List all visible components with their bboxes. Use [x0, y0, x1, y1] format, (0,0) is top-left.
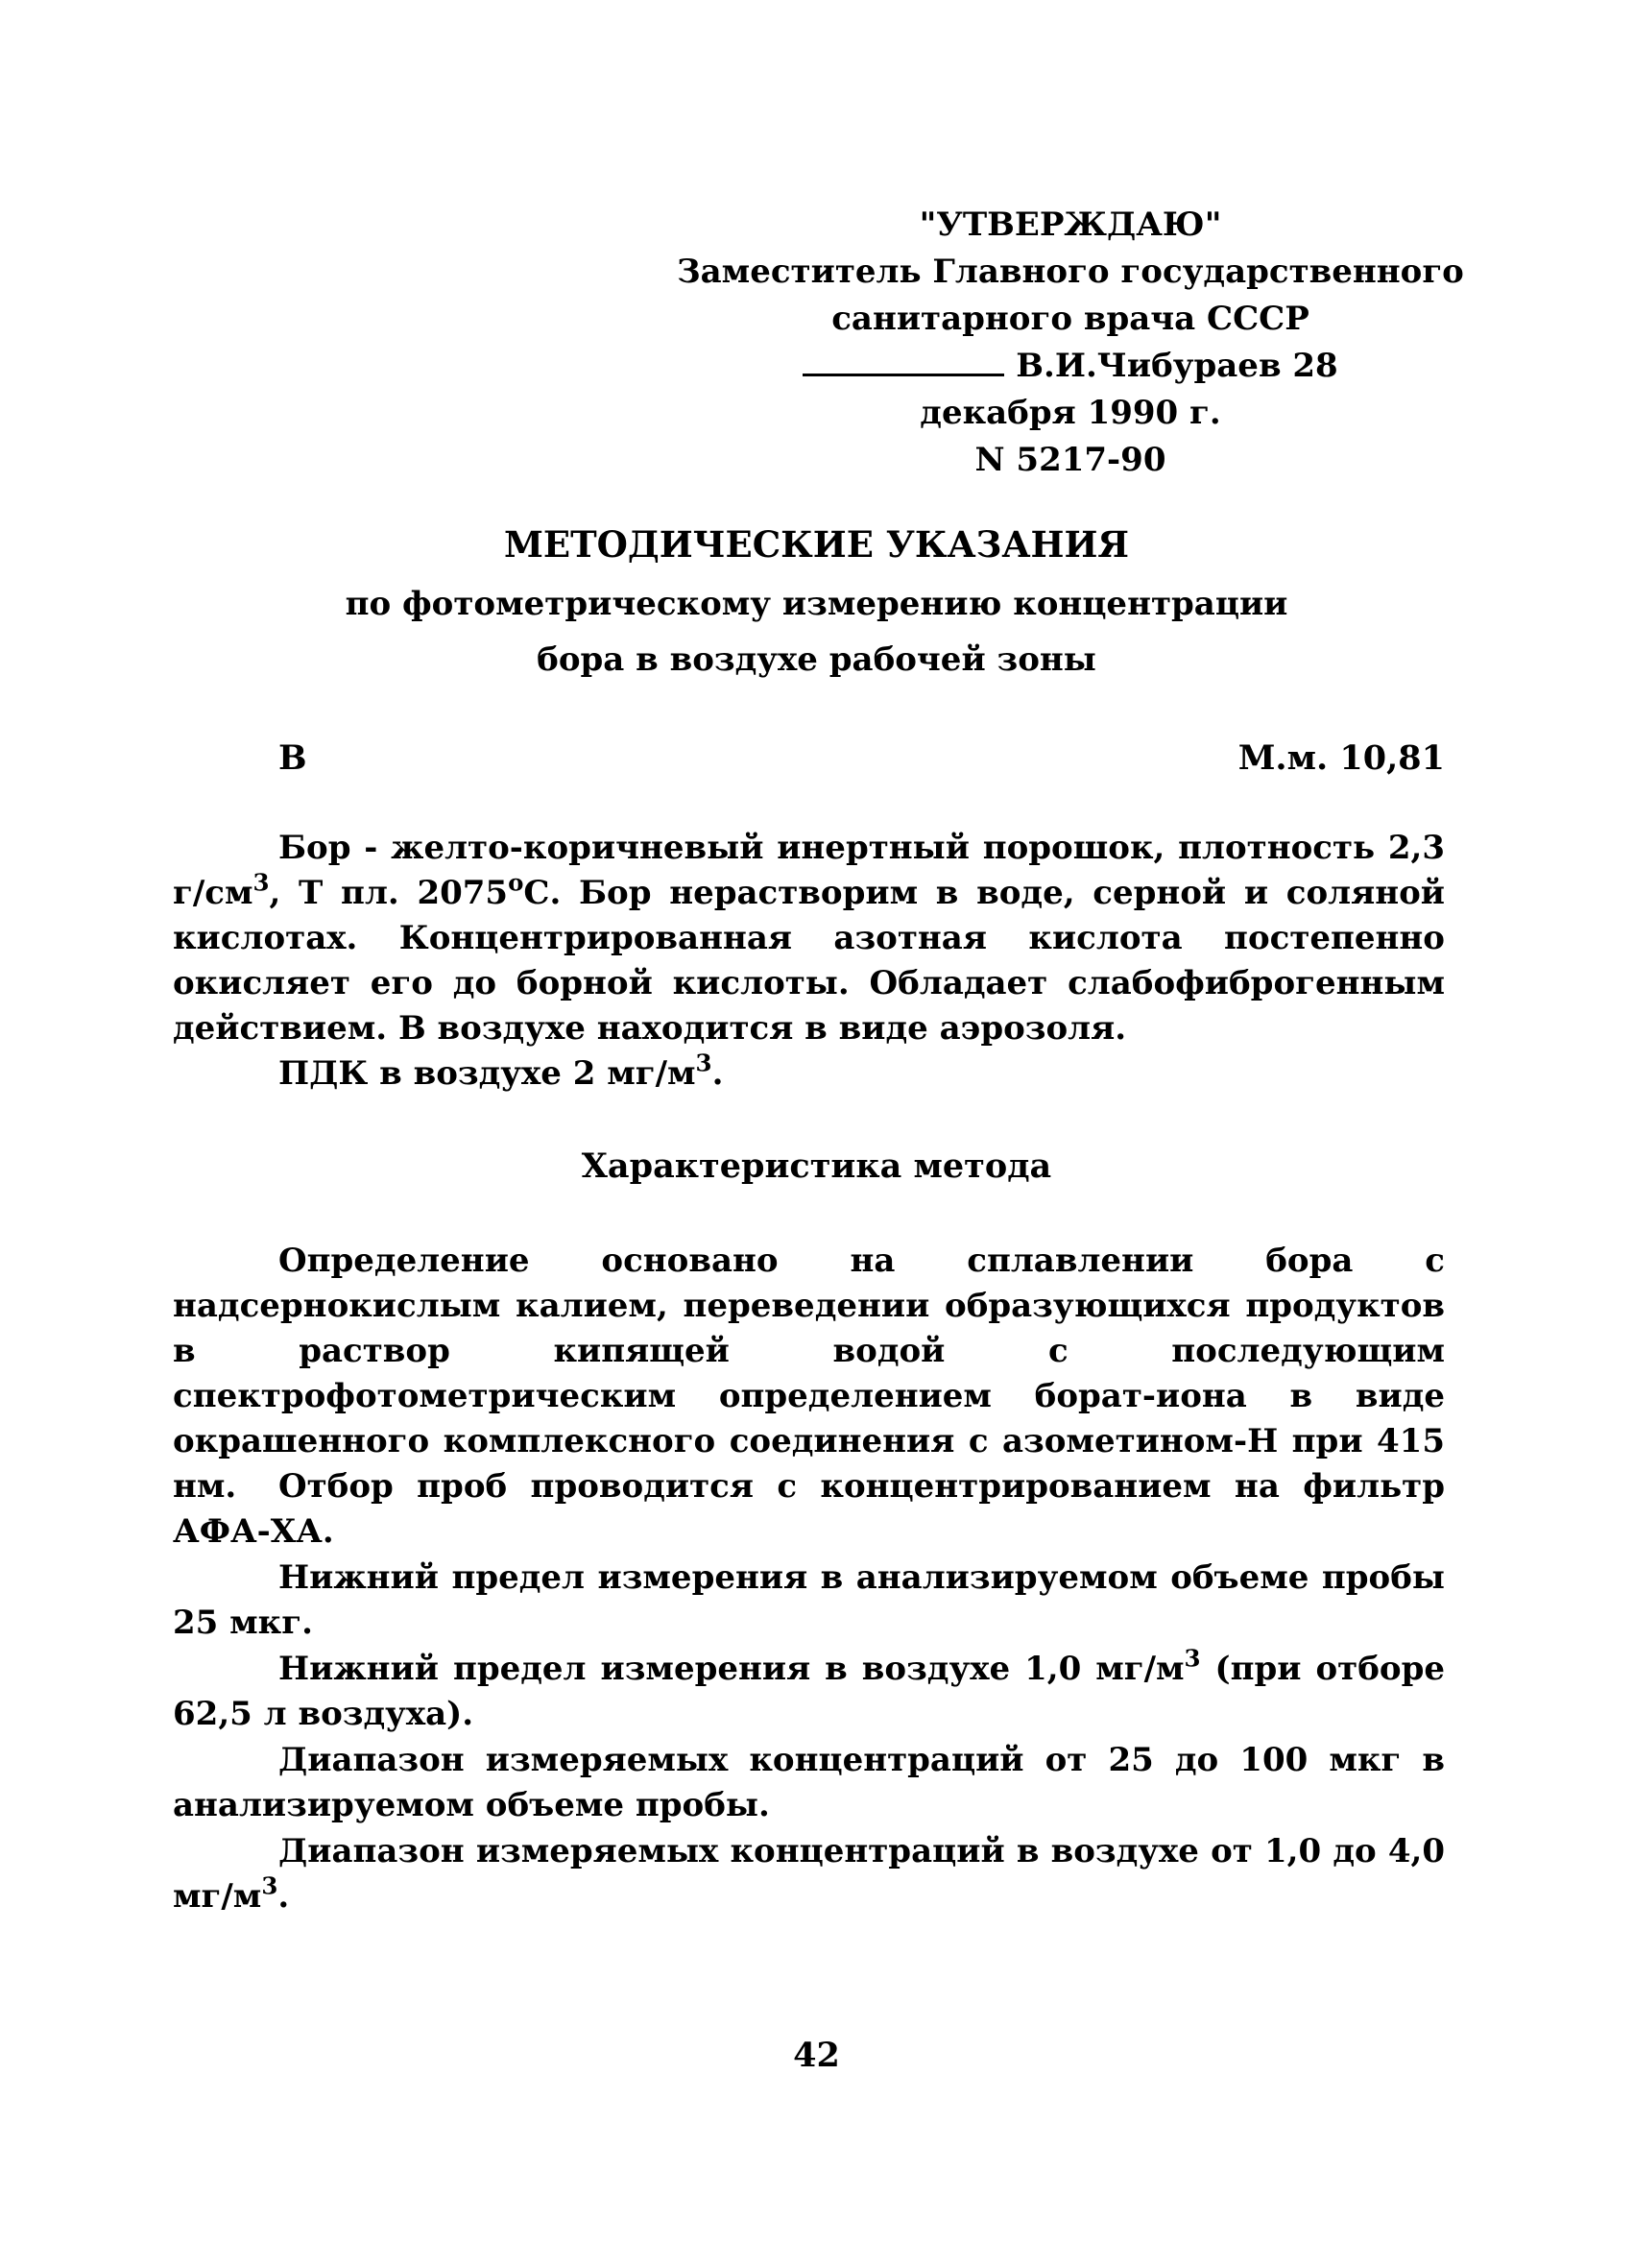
page-number: 42 [793, 2036, 840, 2075]
intro-p1-text-c: С. Бор нерастворим в воде, серной и соляной кислотах. Концентрированная азотная кислота постепенно окисляет его до борной кислоты. Обладает слабофиброгенным действием. В воздухе находится в виде аэрозоля. [173, 874, 1445, 1048]
method-paragraph-6 [173, 1829, 1445, 1919]
intro-p2-sup: 3 [695, 1049, 712, 1077]
intro-p2-text-b: . [711, 1054, 724, 1093]
intro-p1-sup-1: 3 [252, 868, 270, 897]
section-heading: Характеристика метода [581, 1146, 1052, 1186]
approval-number: N 5217-90 [974, 441, 1166, 479]
method-paragraph-1: Определение основано на сплавлении бора с надсернокислым калием, переведении образующихся продуктов в раствор кипящей водой с последующим спектрофотометрическим определением борат-иона в виде окрашенного комплексного соединения с азометином-Н при 415 нм. [173, 1242, 1445, 1506]
document-subtitle-line1: по фотометрическому измерению концентрации [345, 585, 1288, 623]
approval-date: декабря 1990 г. [920, 394, 1221, 432]
method-p6-text-b: . [277, 1877, 290, 1916]
method-paragraph-2: Отбор проб проводится с концентрированием на фильтр АФА-ХА. [173, 1467, 1445, 1551]
method-paragraph-4 [173, 1644, 1445, 1737]
method-p4-text-a: Нижний предел измерения в воздухе 1,0 мг/м [278, 1650, 1185, 1688]
method-paragraph-3: Нижний предел измерения в анализируемом объеме пробы 25 мкг. [173, 1558, 1445, 1642]
intro-paragraph-2 [173, 1051, 1445, 1097]
signature-line [803, 345, 1004, 376]
chemical-symbol: B [278, 738, 307, 778]
method-p6-sup: 3 [261, 1871, 278, 1900]
approval-block [672, 202, 1469, 484]
intro-p1-text-a: Бор - желто-коричневый инертный порошок, плотность 2,3 г/см [173, 829, 1445, 912]
intro-paragraph-1 [173, 826, 1445, 1051]
approval-stamp: "УТВЕРЖДАЮ" [919, 205, 1222, 244]
approval-signatory: В.И.Чибураев 28 [1016, 347, 1338, 385]
method-p4-text-b: (при отборе 62,5 л воздуха). [173, 1650, 1445, 1733]
method-p4-sup: 3 [1184, 1644, 1201, 1673]
approval-position-line1: Заместитель Главного государственного [677, 253, 1464, 291]
method-paragraph-5: Диапазон измеряемых концентраций от 25 до 100 мкг в анализируемом объеме пробы. [173, 1741, 1445, 1824]
document-subtitle [0, 576, 1633, 688]
document-title: МЕТОДИЧЕСКИЕ УКАЗАНИЯ [503, 523, 1130, 566]
method-p6-text-a: Диапазон измеряемых концентраций в воздухе от 1,0 до 4,0 мг/м [173, 1832, 1445, 1916]
approval-position-line2: санитарного врача СССР [831, 300, 1309, 338]
intro-p2-text-a: ПДК в воздухе 2 мг/м [278, 1054, 696, 1093]
approval-signature-row [672, 343, 1469, 390]
document-subtitle-line2: бора в воздухе рабочей зоны [537, 640, 1096, 679]
intro-p1-sup-2: o [508, 868, 524, 897]
intro-p1-text-b: , Т пл. 2075 [269, 874, 509, 912]
molar-mass: М.м. 10,81 [1237, 738, 1445, 778]
